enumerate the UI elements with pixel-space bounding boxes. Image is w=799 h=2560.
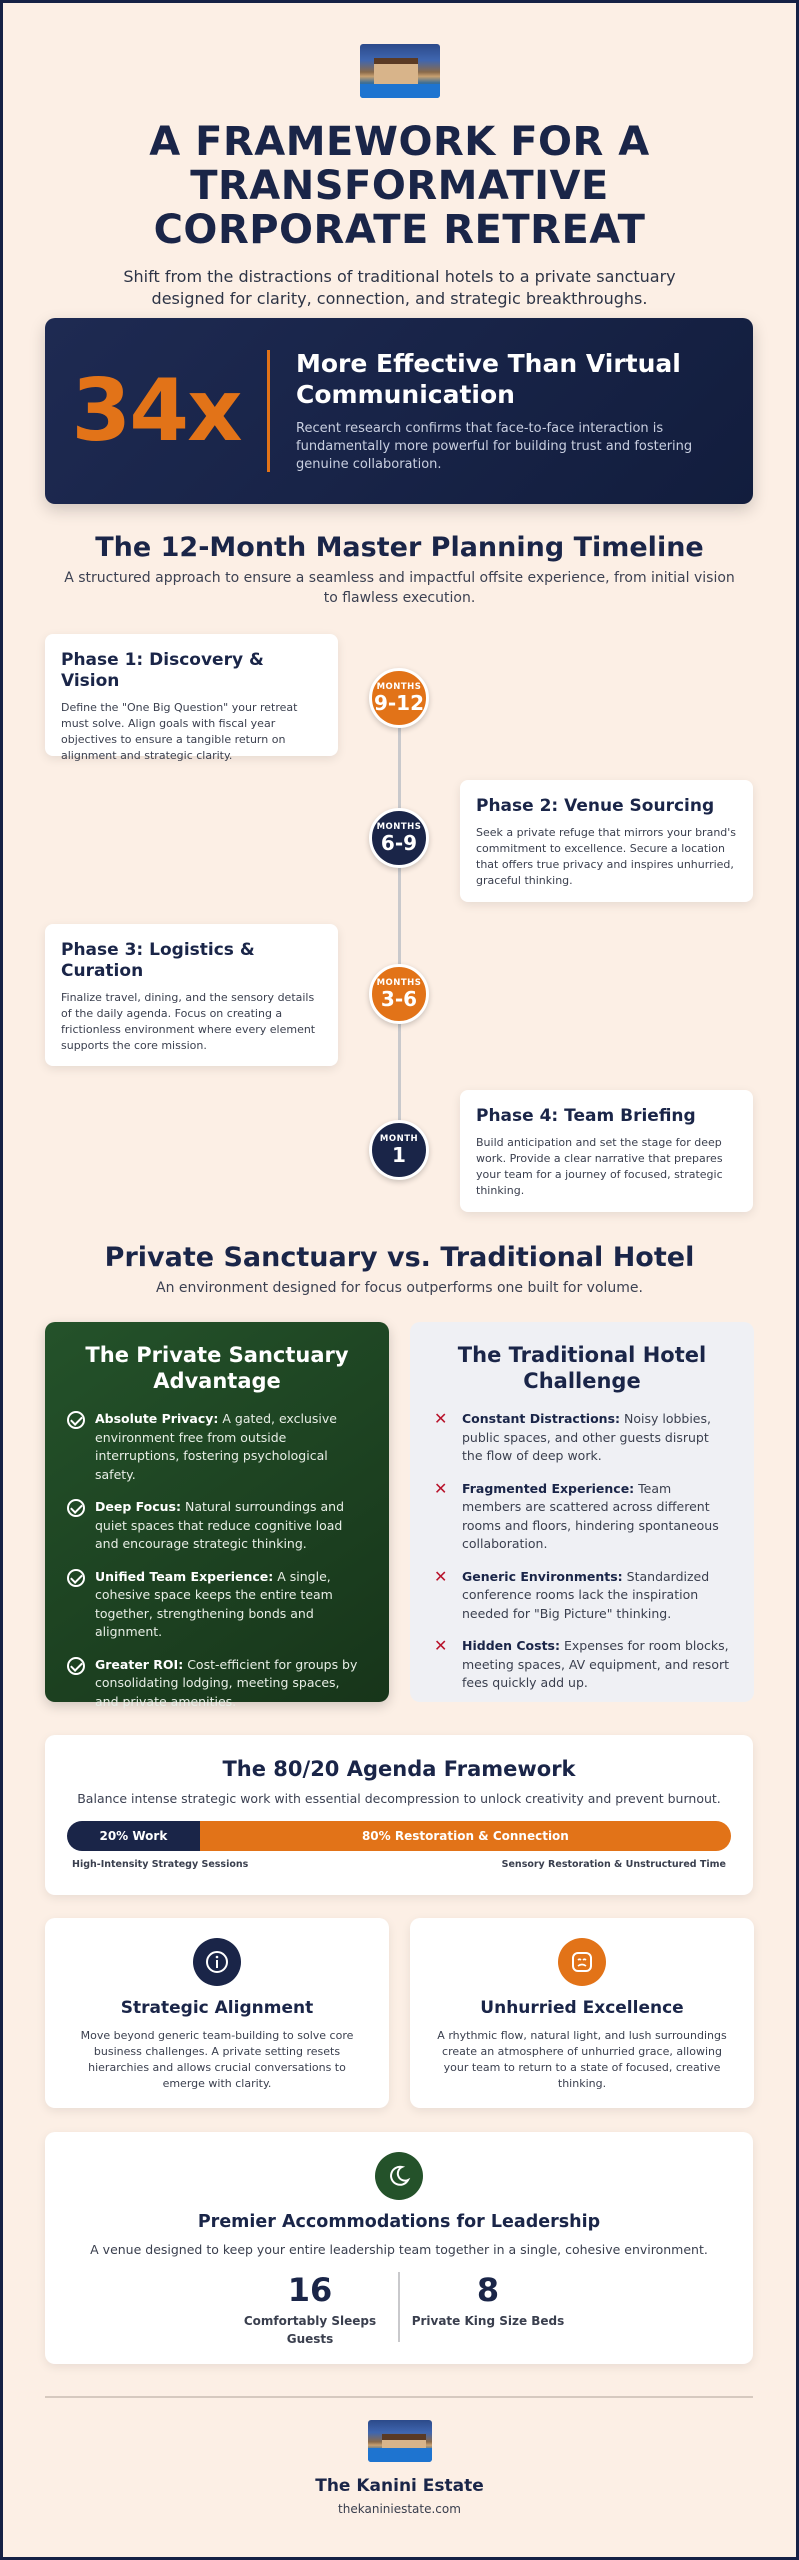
stat-number: 8 (476, 2271, 500, 2309)
sanctuary-card (45, 1322, 389, 1709)
stat-label: Comfortably Sleeps Guests (243, 2314, 377, 2346)
badge-label: MONTHS (376, 978, 422, 988)
stat-beds (408, 2272, 568, 2348)
badge-label: MONTHS (376, 822, 422, 832)
pillar-title: Unhurried Excellence (480, 1998, 684, 2018)
check-circle-icon (67, 1499, 85, 1517)
stat-label: Private King Size Beds (411, 2314, 565, 2328)
phase-badge-4 (369, 1120, 429, 1180)
x-mark-icon: ✕ (434, 1409, 448, 1428)
hotel-card (410, 1322, 754, 1702)
work-caption: High-Intensity Strategy Sessions (72, 1859, 249, 1870)
page-title: A FRAMEWORK FOR A TRANSFORMATIVE CORPORATE RETREAT (149, 119, 650, 253)
footer-brand-name: The Kanini Estate (315, 2476, 484, 2496)
phase-body: Seek a private refuge that mirrors your brand's commitment to excellence. Secure a location that offers true privacy and inspires unhurried, graceful thinking. (476, 826, 737, 887)
badge-value: 9-12 (373, 691, 425, 715)
phase-badge-3 (369, 964, 429, 1024)
phase-badge-2 (369, 808, 429, 868)
stat-number: 16 (287, 2271, 333, 2309)
pillar-body: Move beyond generic team-building to solve core business challenges. A private setting resets hierarchies and allows crucial conversations to emerge with clarity. (80, 2029, 354, 2090)
phase-body: Build anticipation and set the stage for deep work. Provide a clear narrative that prepares your team for a journey of focused, strategic thinking. (476, 1136, 723, 1197)
accommodations-stats (45, 2272, 753, 2348)
pillar-card-strategic (45, 1918, 389, 2108)
estate-photo-icon (368, 2420, 432, 2462)
stat-body: Recent research confirms that face-to-face interaction is fundamentally more powerful for building trust and fostering genuine collaboration. (296, 421, 693, 472)
phase-badge-1 (369, 668, 429, 728)
phase-card-4 (460, 1090, 753, 1212)
restoration-segment: 80% Restoration & Connection (200, 1821, 731, 1851)
estate-photo-icon (360, 44, 440, 98)
phase-card-2 (460, 780, 753, 902)
agenda-split-bar (67, 1821, 731, 1851)
accommodations-card (45, 2132, 753, 2364)
phase-card-1 (45, 634, 338, 762)
badge-value: 3-6 (380, 987, 418, 1011)
badge-label: MONTHS (376, 682, 422, 692)
page-subtitle: Shift from the distractions of traditional hotels to a private sanctuary designed for clarity, connection, and strategic breakthroughs. (123, 267, 676, 308)
agenda-title: The 80/20 Agenda Framework (222, 1757, 576, 1781)
list-item: Unified Team Experience: A single, cohesive space keeps the entire team together, strengthening bonds and alignment. (67, 1568, 367, 1642)
list-item: Deep Focus: Natural surroundings and quiet spaces that reduce cognitive load and encourage strategic thinking. (67, 1498, 367, 1554)
badge-value: 1 (392, 1143, 406, 1167)
pillar-card-excellence (410, 1918, 754, 2108)
list-item: ✕ Hidden Costs: Expenses for room blocks, meeting spaces, AV equipment, and resort fees quickly add up. (432, 1637, 732, 1693)
sanctuary-list (67, 1410, 367, 1711)
footer-website-link[interactable]: thekaniniestate.com (338, 2502, 461, 2516)
timeline-subtitle: A structured approach to ensure a seamless and impactful offsite experience, from initial vision to flawless execution. (64, 570, 735, 606)
list-item: ✕ Fragmented Experience: Team members are scattered across different rooms and floors, hindering spontaneous collaboration. (432, 1480, 732, 1554)
hero (0, 0, 799, 310)
pillar-title: Strategic Alignment (120, 1998, 314, 2018)
phase-body: Define the "One Big Question" your retreat must solve. Align goals with fiscal year objectives to ensure a tangible return on alignment and strategic clarity. (61, 701, 298, 762)
agenda-subtitle: Balance intense strategic work with essential decompression to unlock creativity and prevent burnout. (77, 1791, 721, 1806)
phase-title: Phase 4: Team Briefing (476, 1106, 696, 1126)
sanctuary-heading: The Private Sanctuary Advantage (85, 1343, 349, 1393)
list-item: ✕ Generic Environments: Standardized conference rooms lack the inspiration needed for "Big Picture" thinking. (432, 1568, 732, 1624)
work-segment: 20% Work (67, 1821, 200, 1851)
check-circle-icon (67, 1411, 85, 1429)
hotel-heading: The Traditional Hotel Challenge (457, 1343, 707, 1393)
stat-guests (230, 2272, 390, 2348)
phase-title: Phase 2: Venue Sourcing (476, 796, 715, 816)
relaxed-face-icon (558, 1938, 606, 1986)
accommodations-subtitle: A venue designed to keep your entire leadership team together in a single, cohesive environment. (90, 2242, 708, 2257)
stat-heading: More Effective Than Virtual Communication (296, 349, 681, 409)
x-mark-icon: ✕ (434, 1566, 448, 1586)
badge-label: MONTH (379, 1134, 419, 1144)
phase-title: Phase 1: Discovery & Vision (61, 650, 264, 691)
accommodations-title: Premier Accommodations for Leadership (197, 2212, 601, 2232)
timeline-line (398, 700, 401, 1150)
agenda-card (45, 1735, 753, 1895)
stat-text (270, 348, 730, 474)
badge-value: 6-9 (380, 831, 418, 855)
list-item: Absolute Privacy: A gated, exclusive environment free from outside interruptions, fostering psychological safety. (67, 1410, 367, 1484)
restoration-caption: Sensory Restoration & Unstructured Time (501, 1859, 726, 1870)
phase-card-3 (45, 924, 338, 1066)
stat-divider (398, 2272, 400, 2342)
moon-icon (375, 2152, 423, 2200)
info-icon (193, 1938, 241, 1986)
hotel-list (432, 1410, 732, 1693)
check-circle-icon (67, 1657, 85, 1675)
stat-value: 34x (71, 361, 241, 461)
comparison-subtitle: An environment designed for focus outperforms one built for volume. (156, 1280, 643, 1296)
comparison-title: Private Sanctuary vs. Traditional Hotel (104, 1242, 695, 1273)
check-circle-icon (67, 1569, 85, 1587)
timeline-title: The 12-Month Master Planning Timeline (95, 532, 704, 563)
list-item: Greater ROI: Cost-efficient for groups by consolidating lodging, meeting spaces, and private amenities. (67, 1656, 367, 1712)
phase-body: Finalize travel, dining, and the sensory details of the daily agenda. Focus on creating a frictionless environment where every element supports the core mission. (61, 991, 316, 1052)
stat-banner (45, 318, 753, 504)
list-item: ✕ Constant Distractions: Noisy lobbies, public spaces, and other guests disrupt the flow of deep work. (432, 1410, 732, 1466)
footer (0, 2420, 799, 2516)
footer-divider (45, 2396, 753, 2398)
x-mark-icon: ✕ (434, 1636, 448, 1655)
pillar-body: A rhythmic flow, natural light, and lush surroundings create an atmosphere of unhurried grace, allowing your team to return to a state of focused, creative thinking. (437, 2029, 727, 2090)
phase-title: Phase 3: Logistics & Curation (61, 940, 255, 981)
x-mark-icon: ✕ (434, 1478, 448, 1498)
